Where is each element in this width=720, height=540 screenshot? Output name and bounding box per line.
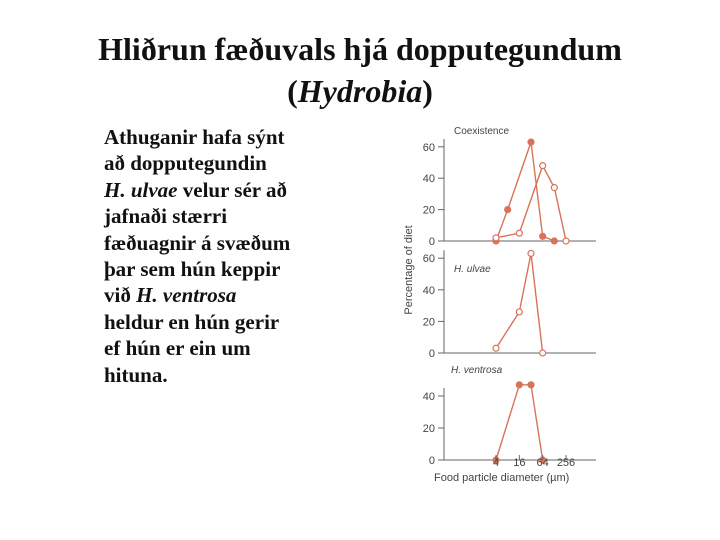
body-line-1: Athuganir hafa sýnt [104, 125, 285, 149]
body-line-6: þar sem hún keppir [104, 257, 281, 282]
panel-2-series-1-point-3 [528, 250, 534, 256]
body-line-3-rest: velur sér að [177, 177, 287, 202]
panel-2-series-1-point-2 [516, 309, 522, 315]
panel-2-y-tick-label-2: 20 [422, 316, 435, 329]
panel-1-label: Coexistence [454, 126, 510, 137]
panel-1-series-2-line [496, 166, 566, 241]
panel-2-series-1-point-4 [540, 350, 546, 356]
title-paren-close: ) [422, 73, 433, 109]
body-line-10: hituna. [104, 362, 168, 387]
slide-title [40, 28, 680, 112]
panel-1-y-tick-label-4: 60 [422, 141, 435, 154]
x-tick-label-2: 16 [513, 457, 526, 469]
species-h-ventrosa: H. ventrosa [136, 283, 237, 308]
x-tick-label-3: 64 [536, 457, 549, 469]
panel-3-y-tick-label-1: 0 [428, 455, 435, 467]
panel-3-series-1-point-2 [516, 382, 522, 388]
title-paren-open: ( [287, 73, 298, 109]
panel-3-y-tick-label-2: 20 [422, 423, 435, 435]
panel-1-series-1-point-2 [505, 207, 511, 213]
panel-2-series-1-point-1 [493, 345, 499, 351]
panel-2-y-tick-label-1: 0 [428, 348, 435, 360]
panel-1-y-tick-label-3: 40 [422, 173, 435, 186]
panel-1-series-1-point-3 [528, 139, 534, 145]
panel-1-series-2-point-5 [563, 238, 569, 244]
title-taxon: Hydrobia [297, 73, 423, 109]
panel-3-y-tick-label-3: 40 [422, 391, 435, 403]
body-line-4: jafnaði stærri [104, 204, 228, 229]
body-paragraph [104, 124, 354, 388]
panel-3-series-1-line [496, 385, 543, 460]
body-line-2: að dopputegundin [104, 151, 267, 176]
title-line-1: Hliðrun fæðuvals hjá dopputegundum [98, 31, 622, 67]
panel-1-series-2-point-1 [493, 235, 499, 241]
panel-1-series-1-point-4 [540, 233, 546, 239]
body-line-8: heldur en hún gerir [104, 309, 280, 334]
diet-chart [368, 110, 604, 495]
panel-1-series-1-point-5 [551, 238, 557, 244]
body-line-3 [104, 177, 354, 203]
body-line-5: fæðuagnir á svæðum [104, 230, 291, 255]
body-line-7 [104, 282, 354, 308]
panel-2-label: H. ulvae [454, 264, 491, 275]
panel-3-series-1-point-3 [528, 382, 534, 388]
panel-1-series-2-point-4 [551, 185, 557, 191]
panel-2-series-1-line [496, 253, 543, 353]
panel-3-label: H. ventrosa [451, 365, 503, 376]
y-axis-label: Percentage of diet [403, 225, 415, 315]
panel-1-y-tick-label-2: 20 [422, 204, 435, 217]
panel-2-y-tick-label-3: 40 [422, 284, 435, 297]
panel-1-series-2-point-3 [540, 163, 546, 169]
panel-1-series-2-point-2 [516, 230, 522, 236]
panel-1-y-tick-label-1: 0 [428, 236, 435, 248]
body-line-7-prefix: við [104, 283, 137, 308]
title-line-2 [40, 70, 680, 112]
x-tick-label-1: 4 [492, 457, 500, 469]
diet-figure [368, 110, 604, 495]
x-tick-label-4: 256 [556, 457, 576, 469]
panel-2-y-tick-label-4: 60 [422, 253, 435, 266]
x-axis-label: Food particle diameter (µm) [434, 472, 570, 484]
body-line-9: ef hún er ein um [104, 336, 251, 361]
species-h-ulvae: H. ulvae [104, 177, 178, 202]
panel-1-series-1-line [496, 142, 554, 241]
